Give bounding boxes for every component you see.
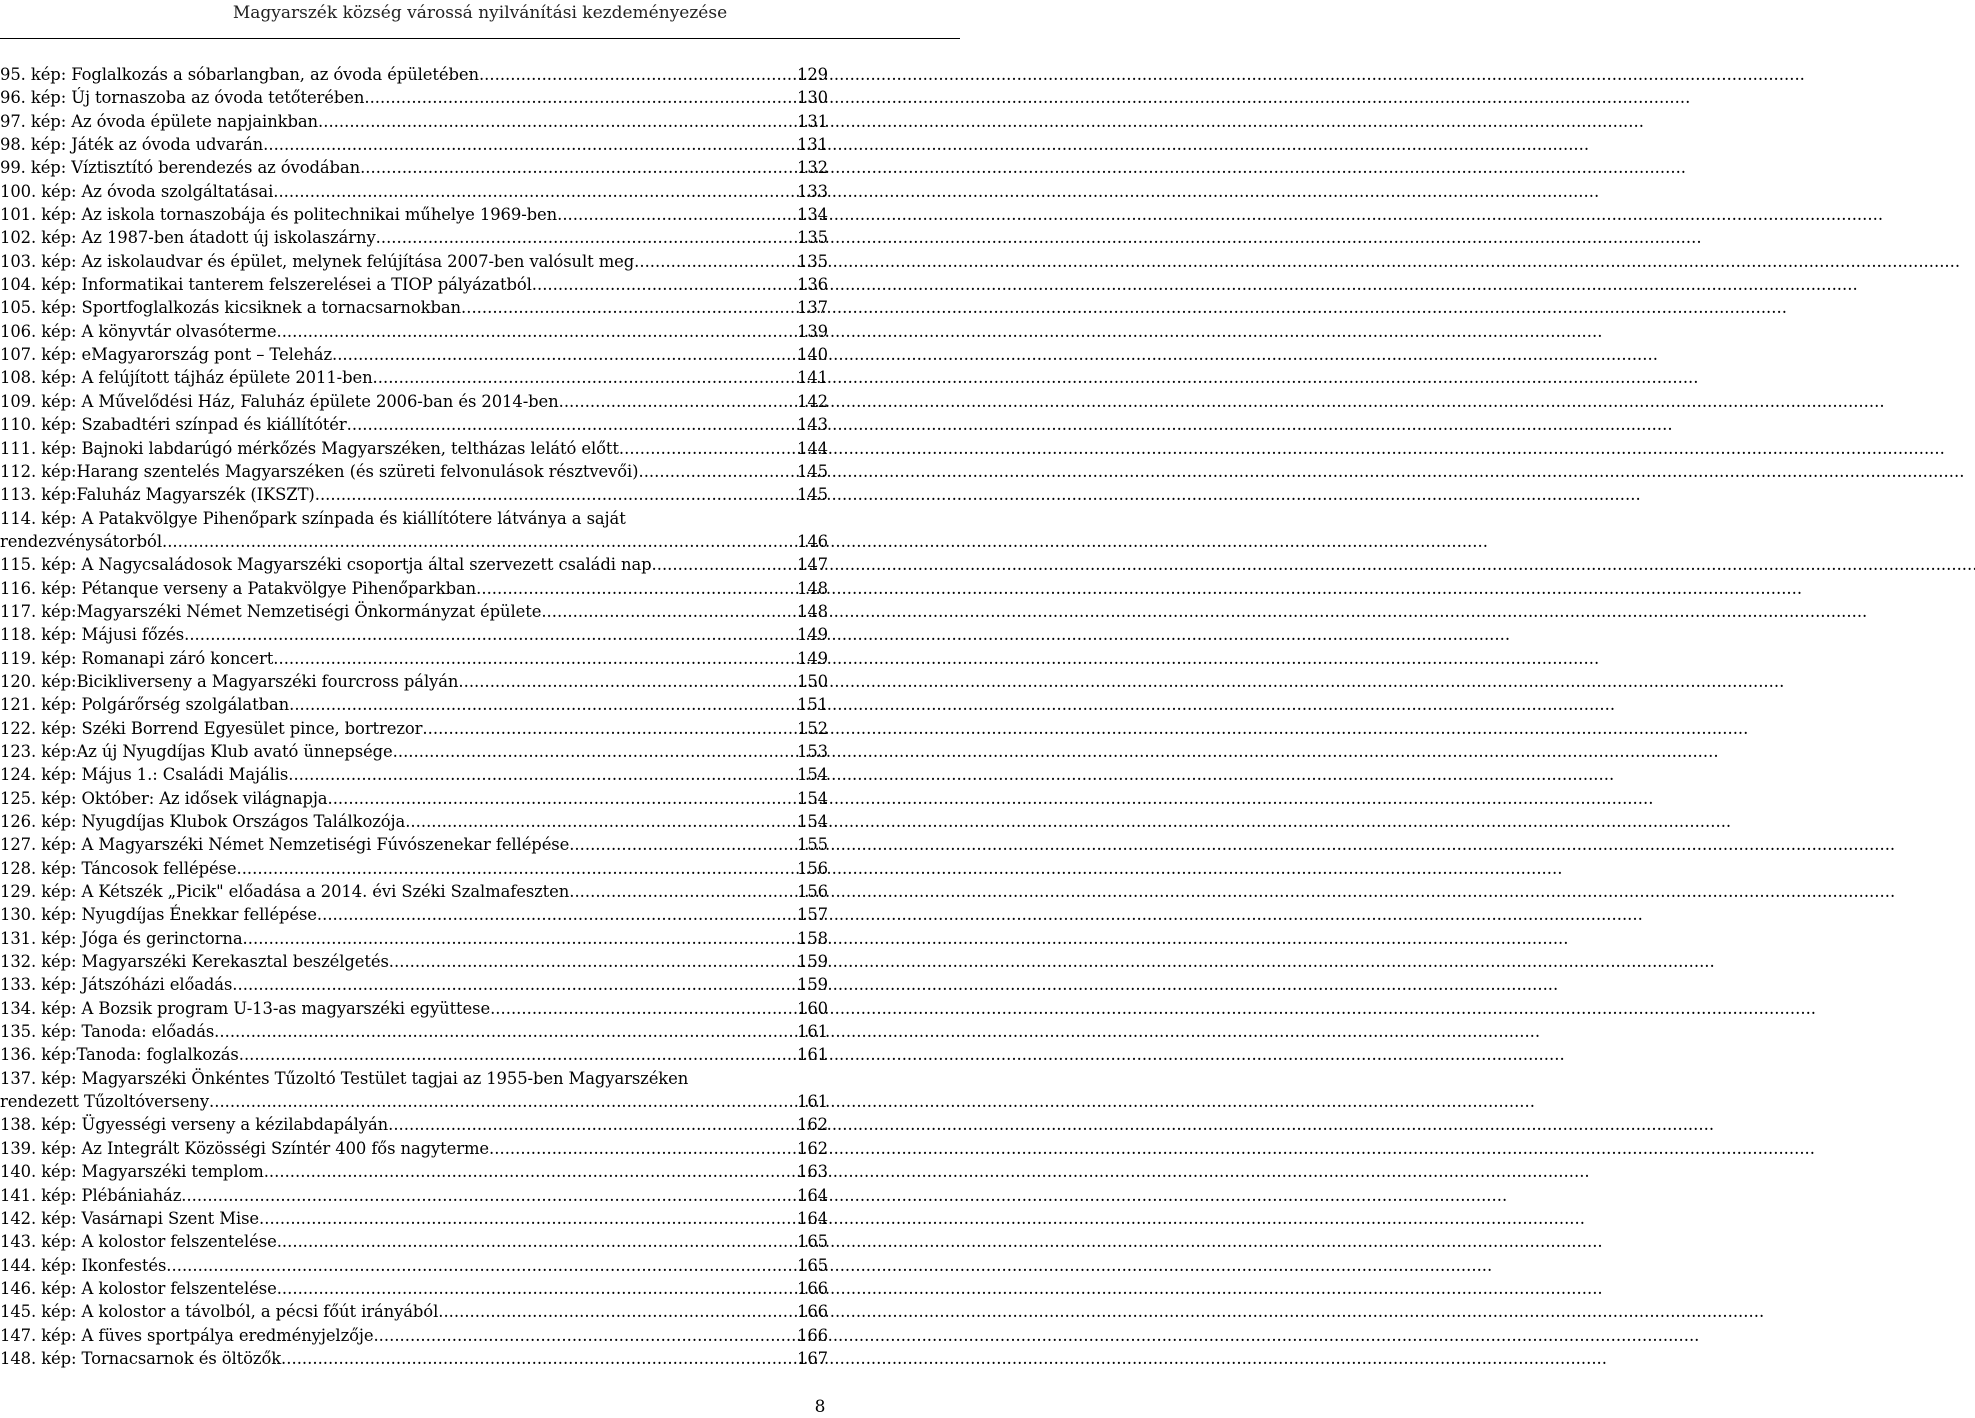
dot-leader: [458, 670, 795, 693]
toc-entry-line: [0, 670, 828, 693]
toc-entry[interactable]: [0, 250, 828, 273]
toc-entry-title: 107. kép: eMagyarország pont – Teleház: [0, 345, 332, 365]
toc-entry-title-first-line: 114. kép: A Patakvölgye Pihenőpark színpada és kiállítótere látványa a saját: [0, 508, 626, 528]
toc-entry-page: 165: [797, 1232, 828, 1252]
toc-entry[interactable]: [0, 133, 828, 156]
toc-entry[interactable]: [0, 600, 828, 623]
toc-entry-page: 156: [797, 858, 828, 878]
dot-leader: [490, 997, 795, 1020]
toc-entry-title: 130. kép: Nyugdíjas Énekkar fellépése: [0, 905, 317, 925]
toc-entry[interactable]: [0, 273, 828, 296]
toc-entry-title: 103. kép: Az iskolaudvar és épület, melynek felújítása 2007-ben valósult meg: [0, 251, 635, 271]
toc-entry-line: [0, 483, 828, 506]
toc-entry-page: 165: [797, 1255, 828, 1275]
toc-entry-title: 97. kép: Az óvoda épülete napjainkban: [0, 111, 318, 131]
toc-entry-line: [0, 250, 828, 273]
toc-entry-page: 140: [797, 345, 828, 365]
toc-entry-title: 115. kép: A Nagycsaládosok Magyarszéki csoportja által szervezett családi nap: [0, 555, 652, 575]
dot-leader: [263, 133, 795, 156]
dot-leader: [162, 530, 795, 553]
toc-entry[interactable]: [0, 553, 828, 576]
toc-entry-line: [0, 1207, 828, 1230]
dot-leader: [634, 250, 795, 273]
toc-entry-line: [0, 833, 828, 856]
toc-entry-page: 157: [797, 905, 828, 925]
toc-entry-title: 117. kép:Magyarszéki Német Nemzetiségi Önkormányzat épülete: [0, 601, 542, 621]
toc-entry-title: 125. kép: Október: Az idősek világnapja: [0, 788, 328, 808]
toc-entry-line: [0, 1300, 828, 1323]
toc-entry-line: [0, 553, 828, 576]
dot-leader: [422, 717, 795, 740]
toc-entry-page: 139: [797, 321, 828, 341]
toc-entry-line: [0, 577, 828, 600]
toc-entry-page: 132: [797, 158, 828, 178]
dot-leader: [181, 1184, 795, 1207]
toc-entry-page: 130: [797, 88, 828, 108]
toc-entry-title: 96. kép: Új tornaszoba az óvoda tetőterében: [0, 88, 365, 108]
toc-entry-title: 119. kép: Romanapi záró koncert: [0, 648, 274, 668]
toc-entry-line: [0, 1254, 828, 1277]
toc-entry-title: 104. kép: Informatikai tanterem felszerelései a TIOP pályázatból: [0, 275, 532, 295]
dot-leader: [376, 226, 795, 249]
dot-leader: [277, 1230, 795, 1253]
dot-leader: [264, 1160, 795, 1183]
toc-entry[interactable]: [0, 1020, 828, 1043]
toc-entry[interactable]: [0, 390, 828, 413]
toc-entry-page: 162: [797, 1115, 828, 1135]
toc-entry-line: [0, 880, 828, 903]
toc-entry-line: [0, 296, 828, 319]
page-number: 8: [814, 1397, 826, 1417]
toc-entry-title: 123. kép:Az új Nyugdíjas Klub avató ünnepsége: [0, 741, 393, 761]
toc-entry-title: 101. kép: Az iskola tornaszobája és politechnikai műhelye 1969-ben: [0, 205, 558, 225]
dot-leader: [373, 1324, 795, 1347]
toc-entry-page: 152: [797, 718, 828, 738]
toc-entry-title: 131. kép: Jóga és gerinctorna: [0, 928, 243, 948]
toc-entry-page: 160: [797, 998, 828, 1018]
toc-entry[interactable]: [0, 460, 828, 483]
toc-entry-line: [0, 950, 828, 973]
toc-entry-page: 145: [797, 485, 828, 505]
toc-entry-line: [0, 927, 828, 950]
toc-entry-title: 140. kép: Magyarszéki templom: [0, 1162, 264, 1182]
toc-entry-line: [0, 1230, 828, 1253]
toc-entry-line: [0, 437, 828, 460]
toc-entry[interactable]: [0, 1067, 828, 1114]
toc-entry[interactable]: [0, 343, 828, 366]
toc-entry-title-first-line: 137. kép: Magyarszéki Önkéntes Tűzoltó Testület tagjai az 1955-ben Magyarszéken: [0, 1068, 689, 1088]
toc-entry-title: 126. kép: Nyugdíjas Klubok Országos Találkozója: [0, 812, 406, 831]
dot-leader: [489, 1137, 795, 1160]
toc-entry-title: 110. kép: Szabadtéri színpad és kiállítótér: [0, 415, 347, 435]
toc-entry-line: [0, 390, 828, 413]
toc-entry-title: rendezett Tűzoltóverseny: [0, 1092, 210, 1112]
toc-entry[interactable]: [0, 740, 828, 763]
toc-entry[interactable]: [0, 810, 828, 833]
toc-entry[interactable]: [0, 623, 828, 646]
dot-leader: [273, 647, 795, 670]
toc-entry-title: 146. kép: A kolostor felszentelése: [0, 1278, 277, 1298]
toc-entry-title: 135. kép: Tanoda: előadás: [0, 1022, 215, 1042]
toc-entry-title: 134. kép: A Bozsik program U-13-as magyarszéki együttese: [0, 998, 491, 1018]
dot-leader: [276, 320, 795, 343]
dot-leader: [388, 1113, 795, 1136]
toc-entry-title: 108. kép: A felújított tájház épülete 2011-ben: [0, 368, 373, 388]
toc-entry[interactable]: [0, 950, 828, 973]
dot-leader: [232, 973, 795, 996]
toc-entry[interactable]: [0, 1277, 828, 1300]
toc-entry-title: 100. kép: Az óvoda szolgáltatásai: [0, 181, 274, 201]
dot-leader: [236, 857, 795, 880]
toc-entry-title: 141. kép: Plébániaház: [0, 1185, 182, 1205]
header-rule: [0, 38, 960, 39]
toc-entry-line: [0, 647, 828, 670]
dot-leader: [461, 296, 795, 319]
dot-leader: [557, 203, 795, 226]
running-header: Magyarszék község várossá nyilvánítási kezdeményezése: [232, 3, 728, 23]
toc-entry[interactable]: [0, 763, 828, 786]
dot-leader: [373, 366, 795, 389]
dot-leader: [317, 903, 795, 926]
toc-entry-line: [0, 1043, 828, 1066]
dot-leader: [619, 437, 795, 460]
toc-entry-title: 106. kép: A könyvtár olvasóterme: [0, 321, 277, 341]
toc-entry-line: [0, 203, 828, 226]
dot-leader: [318, 110, 795, 133]
toc-entry[interactable]: [0, 880, 828, 903]
toc-entry-line: [0, 763, 828, 786]
toc-entry-page: 156: [797, 882, 828, 902]
toc-entry[interactable]: [0, 973, 828, 996]
dot-leader: [569, 880, 795, 903]
dot-leader: [479, 63, 795, 86]
dot-leader: [289, 693, 795, 716]
toc-entry-page: 163: [797, 1162, 828, 1182]
toc-entry[interactable]: [0, 483, 828, 506]
toc-entry[interactable]: [0, 927, 828, 950]
toc-entry-title: 113. kép:Faluház Magyarszék (IKSZT): [0, 485, 315, 505]
toc-entry-page: 143: [797, 415, 828, 435]
toc-entry-title: 148. kép: Tornacsarnok és öltözők: [0, 1348, 282, 1368]
toc-entry-page: 159: [797, 952, 828, 972]
toc-entry-line: [0, 1137, 828, 1160]
toc-entry-title: 128. kép: Táncosok fellépése: [0, 858, 237, 878]
toc-entry-line: [0, 366, 828, 389]
toc-entry-line: [0, 787, 828, 810]
dot-leader: [327, 787, 795, 810]
toc-entry-title: 138. kép: Ügyességi verseny a kézilabdapályán: [0, 1115, 389, 1135]
toc-entry-line: [0, 133, 828, 156]
toc-entry-page: 149: [797, 648, 828, 668]
toc-entry-page: 137: [797, 298, 828, 318]
toc-entry[interactable]: [0, 320, 828, 343]
toc-entry-line: [0, 973, 828, 996]
toc-entry[interactable]: [0, 787, 828, 810]
toc-entry[interactable]: [0, 1160, 828, 1183]
dot-leader: [360, 156, 795, 179]
toc-entry-title: 109. kép: A Művelődési Ház, Faluház épülete 2006-ban és 2014-ben: [0, 391, 559, 411]
toc-entry[interactable]: [0, 1324, 828, 1347]
toc-entry[interactable]: [0, 180, 828, 203]
toc-entry-page: 161: [797, 1045, 828, 1065]
toc-entry-line: [0, 903, 828, 926]
toc-entry-line: [0, 857, 828, 880]
toc-entry-title: rendezvénysátorból: [0, 531, 162, 551]
dot-leader: [315, 483, 795, 506]
toc-entry-line: [0, 693, 828, 716]
toc-entry-title: 133. kép: Játszóházi előadás: [0, 975, 233, 995]
dot-leader: [288, 763, 795, 786]
toc-entry-line: [0, 600, 828, 623]
toc-entry[interactable]: [0, 63, 828, 86]
dot-leader: [389, 950, 795, 973]
toc-entry[interactable]: [0, 997, 828, 1020]
dot-leader: [332, 343, 795, 366]
toc-entry-page: 148: [797, 601, 828, 621]
toc-entry-page: 164: [797, 1208, 828, 1228]
toc-entry-line: [0, 156, 828, 179]
toc-entry-line: [0, 997, 828, 1020]
toc-entry[interactable]: [0, 857, 828, 880]
toc-entry-page: 131: [797, 111, 828, 131]
toc-entry-title: 111. kép: Bajnoki labdarúgó mérkőzés Magyarszéken, teltházas lelátó előtt: [0, 438, 619, 458]
toc-entry-page: 161: [797, 1092, 828, 1112]
toc-entry-line: [0, 1324, 828, 1347]
dot-leader: [438, 1300, 795, 1323]
dot-leader: [364, 86, 795, 109]
toc-entry-line: [0, 63, 828, 86]
toc-entry-page: 166: [797, 1278, 828, 1298]
toc-entry-page: 148: [797, 578, 828, 598]
toc-entry-title: 95. kép: Foglalkozás a sóbarlangban, az óvoda épületében: [0, 65, 479, 84]
dot-leader: [259, 1207, 795, 1230]
toc-entry-page: 154: [797, 812, 828, 831]
toc-entry-line: [0, 460, 828, 483]
toc-entry-line: [0, 623, 828, 646]
toc-entry-page: 145: [797, 461, 828, 481]
toc-entry[interactable]: [0, 833, 828, 856]
dot-leader: [243, 927, 795, 950]
toc-entry-line: [0, 717, 828, 740]
dot-leader: [273, 180, 795, 203]
toc-entry-title: 98. kép: Játék az óvoda udvarán: [0, 135, 264, 155]
toc-entry[interactable]: [0, 296, 828, 319]
toc-entry-line: [0, 1113, 828, 1136]
toc-entry-page: 135: [797, 251, 828, 271]
toc-entry-title: 105. kép: Sportfoglalkozás kicsiknek a tornacsarnokban: [0, 298, 461, 318]
toc-entry-line: [0, 226, 828, 249]
toc-entry-line: [0, 810, 828, 833]
toc-entry-title: 121. kép: Polgárőrség szolgálatban: [0, 695, 290, 715]
toc-entry-line: [0, 110, 828, 133]
dot-leader: [277, 1277, 795, 1300]
toc-entry-title: 120. kép:Bicikliverseny a Magyarszéki fourcross pályán: [0, 671, 459, 691]
dot-leader: [184, 623, 795, 646]
toc-entry-line: [0, 1020, 828, 1043]
toc-entry[interactable]: [0, 226, 828, 249]
toc-entry-page: 151: [797, 695, 828, 715]
dot-leader: [652, 553, 795, 576]
toc-entry[interactable]: [0, 1300, 828, 1323]
toc-entry[interactable]: [0, 1207, 828, 1230]
toc-entry-title: 118. kép: Májusi főzés: [0, 625, 185, 645]
toc-entry-title: 136. kép:Tanoda: foglalkozás: [0, 1045, 239, 1065]
toc-entry[interactable]: [0, 110, 828, 133]
toc-entry-page: 158: [797, 928, 828, 948]
toc-entry-page: 146: [797, 531, 828, 551]
toc-entry-page: 141: [797, 368, 828, 388]
toc-entry-line: [0, 180, 828, 203]
toc-entry-page: 129: [797, 65, 828, 84]
toc-entry-line: [0, 413, 828, 436]
toc-entry-page: 142: [797, 391, 828, 411]
toc-entry-title: 144. kép: Ikonfestés: [0, 1255, 167, 1275]
toc-entry-page: 154: [797, 765, 828, 785]
toc-entry-line: [0, 740, 828, 763]
toc-entry-line: [0, 1347, 828, 1370]
toc-entry-line: [0, 320, 828, 343]
toc-entry[interactable]: [0, 1043, 828, 1066]
toc-entry-title: 124. kép: Május 1.: Családi Majális: [0, 765, 289, 785]
dot-leader: [281, 1347, 795, 1370]
toc-entry[interactable]: [0, 577, 828, 600]
dot-leader: [347, 413, 795, 436]
dot-leader: [393, 740, 795, 763]
toc-entry[interactable]: [0, 86, 828, 109]
toc-entry-page: 134: [797, 205, 828, 225]
toc-entry[interactable]: [0, 507, 828, 554]
toc-entry-page: 147: [797, 555, 828, 575]
toc-entry-page: 144: [797, 438, 828, 458]
toc-entry-title: 139. kép: Az Integrált Közösségi Színtér 400 fős nagyterme: [0, 1138, 490, 1158]
toc-entry[interactable]: [0, 1184, 828, 1207]
toc-entry[interactable]: [0, 1230, 828, 1253]
toc-entry-page: 167: [797, 1348, 828, 1368]
dot-leader: [405, 810, 795, 833]
list-of-figures: [0, 63, 828, 1370]
toc-entry-page: 164: [797, 1185, 828, 1205]
toc-entry-title: 129. kép: A Kétszék „Picik" előadása a 2014. évi Széki Szalmafeszten: [0, 882, 570, 902]
toc-entry[interactable]: [0, 437, 828, 460]
toc-entry-page: 150: [797, 671, 828, 691]
toc-entry[interactable]: [0, 366, 828, 389]
toc-entry-page: 131: [797, 135, 828, 155]
dot-leader: [559, 390, 795, 413]
toc-entry-page: 155: [797, 835, 828, 855]
toc-entry-line: [0, 343, 828, 366]
dot-leader: [476, 577, 795, 600]
dot-leader: [214, 1020, 795, 1043]
toc-entry[interactable]: [0, 1347, 828, 1370]
dot-leader: [166, 1254, 795, 1277]
toc-entry-page: 153: [797, 741, 828, 761]
toc-entry-title: 112. kép:Harang szentelés Magyarszéken (és szüreti felvonulások résztvevői): [0, 461, 639, 481]
toc-entry-title: 102. kép: Az 1987-ben átadott új iskolaszárny: [0, 228, 376, 248]
toc-entry-page: 136: [797, 275, 828, 295]
toc-entry-page: 166: [797, 1302, 828, 1322]
toc-entry-line: [0, 86, 828, 109]
dot-leader: [638, 460, 795, 483]
toc-entry[interactable]: [0, 693, 828, 716]
toc-entry[interactable]: [0, 156, 828, 179]
toc-entry-page: 154: [797, 788, 828, 808]
toc-entry-title: 145. kép: A kolostor a távolból, a pécsi főút irányából: [0, 1302, 439, 1322]
toc-entry-page: 135: [797, 228, 828, 248]
dot-leader: [532, 273, 795, 296]
dot-leader: [239, 1043, 795, 1066]
toc-entry[interactable]: [0, 203, 828, 226]
toc-entry[interactable]: [0, 1113, 828, 1136]
toc-entry-title: 142. kép: Vasárnapi Szent Mise: [0, 1208, 260, 1228]
toc-entry-line: [0, 530, 828, 553]
toc-entry-line: [0, 1277, 828, 1300]
toc-entry[interactable]: [0, 670, 828, 693]
toc-entry-line: [0, 1160, 828, 1183]
toc-entry-page: 161: [797, 1022, 828, 1042]
toc-entry-title: 116. kép: Pétanque verseny a Patakvölgye Pihenőparkban: [0, 578, 477, 598]
toc-entry[interactable]: [0, 1137, 828, 1160]
toc-entry-title: 143. kép: A kolostor felszentelése: [0, 1232, 277, 1252]
toc-entry-title: 99. kép: Víztisztító berendezés az óvodában: [0, 158, 361, 178]
dot-leader: [209, 1090, 795, 1113]
dot-leader: [541, 600, 795, 623]
toc-entry[interactable]: [0, 717, 828, 740]
toc-entry-line: [0, 1184, 828, 1207]
toc-entry-page: 149: [797, 625, 828, 645]
toc-entry[interactable]: [0, 413, 828, 436]
toc-entry-line: [0, 1090, 828, 1113]
toc-entry-page: 159: [797, 975, 828, 995]
toc-entry-page: 162: [797, 1138, 828, 1158]
toc-entry[interactable]: [0, 1254, 828, 1277]
toc-entry-page: 166: [797, 1325, 828, 1345]
toc-entry-title: 127. kép: A Magyarszéki Német Nemzetiségi Fúvószenekar fellépése: [0, 835, 570, 855]
toc-entry-page: 133: [797, 181, 828, 201]
toc-entry-title: 122. kép: Széki Borrend Egyesület pince, bortrezor: [0, 718, 423, 738]
toc-entry[interactable]: [0, 647, 828, 670]
toc-entry-title: 132. kép: Magyarszéki Kerekasztal beszélgetés: [0, 952, 389, 972]
toc-entry-line: [0, 273, 828, 296]
dot-leader: [569, 833, 795, 856]
toc-entry[interactable]: [0, 903, 828, 926]
toc-entry-title: 147. kép: A füves sportpálya eredményjelzője: [0, 1325, 374, 1345]
